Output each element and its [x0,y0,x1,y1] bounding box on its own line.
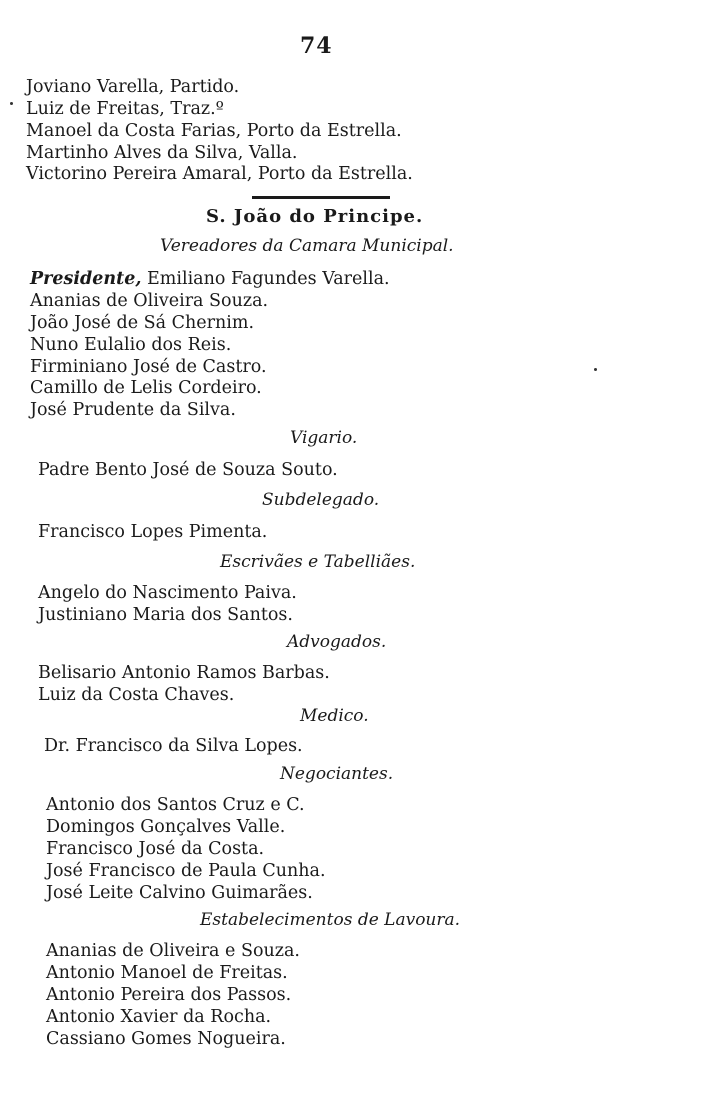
list-item: Antonio Xavier da Rocha. [46,1007,272,1027]
ink-speck [10,102,13,105]
section-heading: Escrivães e Tabelliães. [220,552,416,572]
place-title: S. João do Principe. [206,206,424,227]
section-divider [252,196,390,199]
section-heading: Estabelecimentos de Lavoura. [200,910,461,930]
entry-text: Emiliano Fagundes Varella. [147,269,390,289]
list-item: Angelo do Nascimento Paiva. [38,583,297,603]
list-item: Victorino Pereira Amaral, Porto da Estrella. [26,164,413,184]
list-item: Francisco José da Costa. [46,839,265,859]
list-item: José Leite Calvino Guimarães. [46,883,313,903]
page-number: 74 [300,33,333,59]
section-heading: Vigario. [290,428,358,448]
list-item: Cassiano Gomes Nogueira. [46,1029,286,1049]
list-item: Antonio Pereira dos Passos. [46,985,292,1005]
list-item: Ananias de Oliveira Souza. [30,291,269,311]
ink-speck [594,368,597,371]
list-item: Joviano Varella, Partido. [26,77,240,97]
list-item: Francisco Lopes Pimenta. [38,522,268,542]
section-heading: Subdelegado. [262,490,380,510]
list-item: Justiniano Maria dos Santos. [38,605,293,625]
list-item: Firminiano José de Castro. [30,357,267,377]
list-item: João José de Sá Chernim. [30,313,255,333]
list-item: Ananias de Oliveira e Souza. [46,941,300,961]
list-item: Luiz da Costa Chaves. [38,685,235,705]
list-item: José Prudente da Silva. [30,400,236,420]
entry-lead: Presidente, [30,269,142,289]
list-item: José Francisco de Paula Cunha. [46,861,326,881]
list-item: Dr. Francisco da Silva Lopes. [44,736,303,756]
list-item: Martinho Alves da Silva, Valla. [26,143,298,163]
list-item: Nuno Eulalio dos Reis. [30,335,232,355]
list-item: Luiz de Freitas, Traz.º [26,99,224,119]
list-item: Camillo de Lelis Cordeiro. [30,378,262,398]
section-heading: Negociantes. [280,764,394,784]
section-heading: Vereadores da Camara Municipal. [160,236,454,256]
list-item: Manoel da Costa Farias, Porto da Estrella. [26,121,402,141]
list-item: Domingos Gonçalves Valle. [46,817,286,837]
list-item: Padre Bento José de Souza Souto. [38,460,338,480]
list-item: Antonio Manoel de Freitas. [46,963,288,983]
section-heading: Advogados. [287,632,387,652]
section-heading: Medico. [300,706,369,726]
list-item [30,268,390,290]
list-item: Antonio dos Santos Cruz e C. [46,795,305,815]
list-item: Belisario Antonio Ramos Barbas. [38,663,330,683]
